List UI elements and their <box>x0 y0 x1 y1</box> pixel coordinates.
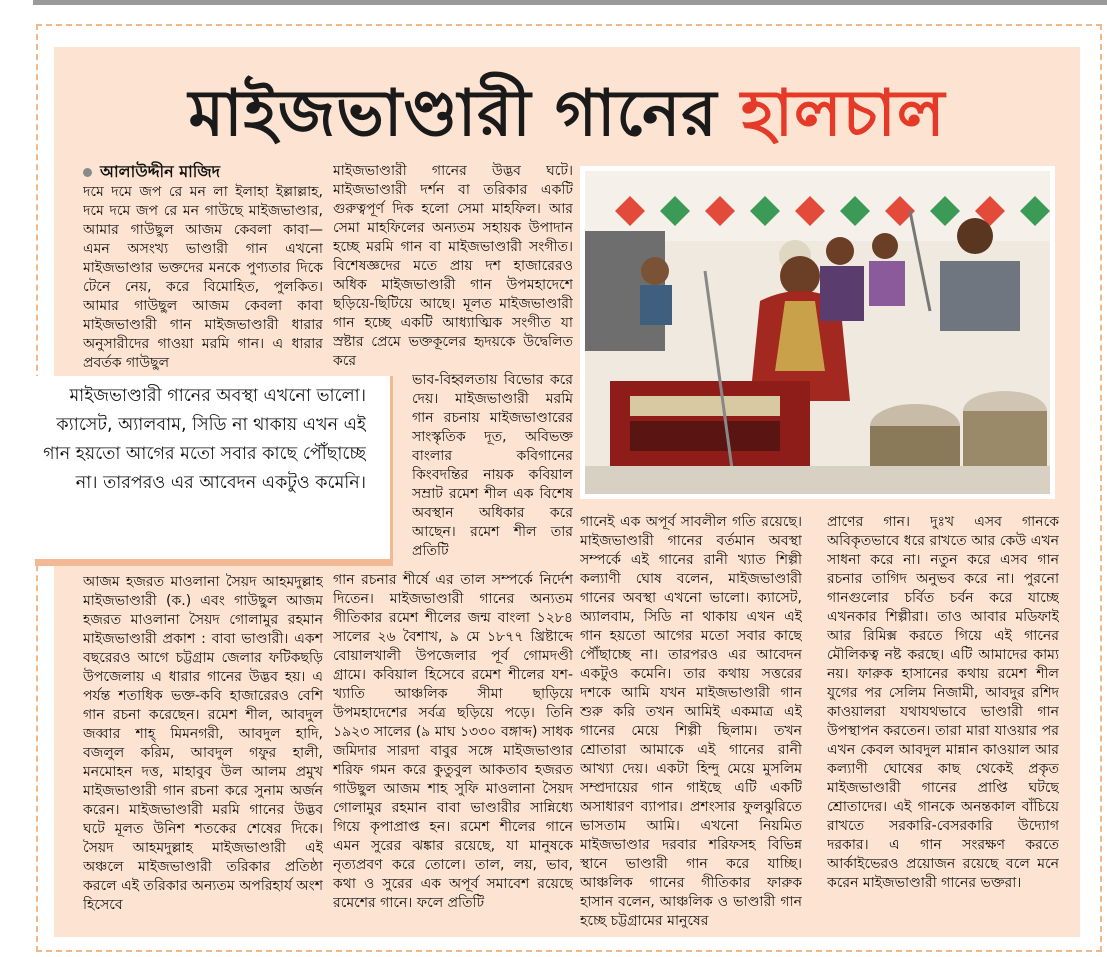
pull-quote: মাইজভাণ্ডারী গানের অবস্থা এখনো ভালো। ক্যাসেট, অ্যালবাম, সিডি না থাকায় এখন এই গান হয়তো আগের মতো সবার কাছে পৌঁছাচ্ছে না। তারপরও এর আবেদন একটুও কমেনি। <box>43 386 366 493</box>
author-name: আলাউদ্দীন মাজিদ <box>100 162 221 181</box>
column-2-middle: ভাব-বিহ্বলতায় বিভোর করে দেয়। মাইজভাণ্ডারী মরমি গান রচনায় মাইজভাণ্ডারের সাংস্কৃতিক দূত, অবিভক্ত বাংলার কবিগানের কিংবদন্তির নায়ক কবিয়াল সম্রাট রমেশ শীল এক বিশেষ অবস্থান অধিকার করে আছেন। রমেশ শীল তার প্রতিটি <box>412 372 573 559</box>
column-3: গানেই এক অপূর্ব সাবলীল গতি রয়েছে। মাইজভাণ্ডারী গানের বর্তমান অবস্থা সম্পর্কে এই গানের রানী খ্যাত শিল্পী কল্যাণী ঘোষ বলেন, মাইজভাণ্ডারী গানের অবস্থা এখনো ভালো। ক্যাসেট, অ্যালবাম, সিডি না থাকায় এখন এই গান হয়তো আগের মতো সবার কাছে পৌঁছাচ্ছে না। তারপরও এর আবেদন একটুও কমেনি। তার কথায় সত্তরের দশকে আমি যখন মাইজভাণ্ডারী গান শুরু করি তখন আমিই একমাত্র এই গানের মেয়ে শিল্পী ছিলাম। তখন শ্রোতারা আমাকে এই গানের রানী আখ্যা দেয়। একটা হিন্দু মেয়ে মুসলিম সম্প্রদায়ের গান গাইছে এটি একটি অসাধারণ ব্যাপার। প্রশংসার ফুলঝুরিতে ভাসতাম আমি। এখনো নিয়মিত মাইজভাণ্ডার দরবার শরিফসহ বিভিন্ন স্থানে ভাণ্ডারী গান করে যাচ্ছি। আঞ্চলিক গানের গীতিকার ফারুক হাসান বলেন, আঞ্চলিক ও ভাণ্ডারী গান হচ্ছে চট্টগ্রামের মানুষের <box>580 514 802 929</box>
bullet-icon <box>83 168 92 177</box>
column-4: প্রাণের গান। দুঃখ এসব গানকে অবিকৃতভাবে ধরে রাখতে আর কেউ এখন সাধনা করে না। নতুন করে এসব গান রচনার তাগিদ অনুভব করে না। পুরনো গানগুলোর চর্বিত চর্বন করে যাচ্ছে এখনকার শিল্পীরা। তাও আবার মডিফাই আর রিমিক্স করতে গিয়ে এই গানের মৌলিকত্ব নষ্ট করছে। এটি আমাদের কাম্য নয়। ফারুক হাসানের কথায় রমেশ শীল যুগের পর সেলিম নিজামী, আবদুর রশিদ কাওয়ালরা যথাযথভাবে ভাণ্ডারী গান উপস্থাপন করতেন। তারা মারা যাওয়ার পর এখন কেবল আবদুল মান্নান কাওয়াল আর কল্যাণী ঘোষের কাছ থেকেই প্রকৃত মাইজভাণ্ডারী গানের প্রাপ্তি ঘটছে শ্রোতাদের। এই গানকে অনন্তকাল বাঁচিয়ে রাখতে সরকারি-বেসরকারি উদ্যোগ দরকার। এ গান সংরক্ষণ করতে আর্কাইভেরও প্রয়োজন রয়েছে বলে মনে করেন মাইজভাণ্ডারী গানের ভক্তরা। <box>827 514 1059 891</box>
column-1-top: দমে দমে জপ রে মন লা ইলাহা ইল্লাল্লাহ, দমে দমে জপ রে মন গাউছে মাইজভাণ্ডার, আমার গাউছুল আজম কেবলা কাবা— এমন অসংখ্য ভাণ্ডারী গান এখনো মাইজভাণ্ডার ভক্তদের মনকে পুণ্যতার দিকে টেনে নেয়, করে বিমোহিত, পুলকিত। আমার গাউছুল আজম কেবলা কাবা মাইজভাণ্ডারী গান মাইজভাণ্ডারী ধারার অনুসারীদের গাওয়া মরমি গান। এ ধারার প্রবর্তক গাউছুল <box>83 184 323 371</box>
column-2-bottom: গান রচনার শীর্ষে এর তাল সম্পর্কে নির্দেশ দিতেন। মাইজভাণ্ডারী গানের অন্যতম গীতিকার রমেশ শীলের জন্ম বাংলা ১২৮৪ সালের ২৬ বৈশাখ, ৯ মে ১৮৭৭ খ্রিষ্টাব্দে বোয়ালখালী উপজেলার পূর্ব গোমদণ্ডী গ্রামে। কবিয়াল হিসেবে রমেশ শীলের যশ-খ্যাতি আঞ্চলিক সীমা ছাড়িয়ে উপমহাদেশের সর্বত্র ছড়িয়ে পড়ে। তিনি ১৯২৩ সালের (৯ মাঘ ১৩৩০ বঙ্গাব্দ) সাধক জমিদার সারদা বাবুর সঙ্গে মাইজভাণ্ডার শরিফ গমন করে কুতুবুল আকতাব হজরত গাউছুল আজম শাহ সুফি মাওলানা সৈয়দ গোলামুর রহমান বাবা ভাণ্ডারীর সান্নিধ্যে গিয়ে কৃপাপ্রাপ্ত হন। রমেশ শীলের গানে এমন সুরের ঝঙ্কার রয়েছে, যা মানুষকে নৃত্যপ্রবণ করে তোলে। তাল, লয়, ভাব, কথা ও সুরের এক অপূর্ব সমাবেশ রয়েছে রমেশের গানে। ফলে প্রতিটি <box>333 572 573 911</box>
headline-accent: হালচাল <box>740 77 946 151</box>
article-headline <box>54 68 1080 160</box>
musicians-performance-photo <box>580 166 1055 499</box>
byline <box>83 162 220 182</box>
column-1-bottom: আজম হজরত মাওলানা সৈয়দ আহমদুল্লাহ মাইজভাণ্ডারী (ক.) এবং গাউছুল আজম হজরত মাওলানা সৈয়দ গোলামুর রহমান মাইজভাণ্ডারী প্রকাশ : বাবা ভাণ্ডারী। একশ বছরেরও আগে চট্টগ্রাম জেলার ফটিকছড়ি উপজেলায় এ ধারার গানের উদ্ভব হয়। এ পর্যন্ত শতাধিক ভক্ত-কবি হাজারেরও বেশি গান রচনা করেছেন। রমেশ শীল, আবদুল জব্বার শাহ্ মিমনগরী, আবদুল হাদি, বজলুল করিম, আবদুল গফুর হালী, মনমোহন দত্ত, মাহাবুব উল আলম প্রমুখ মাইজভাণ্ডারী গান রচনা করে সুনাম অর্জন করেন। মাইজভাণ্ডারী মরমি গানের উদ্ভব ঘটে মূলত উনিশ শতকের শেষের দিকে। সৈয়দ আহমদুল্লাহ মাইজভাণ্ডারী এই অঞ্চলে মাইজভাণ্ডারী তরিকার প্রতিষ্ঠা করলে এই তরিকার অন্যতম অপরিহার্য অংশ হিসেবে <box>83 574 323 913</box>
headline-main: মাইজভাণ্ডারী গানের <box>188 77 718 151</box>
photo-illustration <box>585 171 1050 494</box>
top-rule <box>33 0 1107 5</box>
column-2-top: মাইজভাণ্ডারী গানের উদ্ভব ঘটে। মাইজভাণ্ডারী দর্শন বা তরিকার একটি গুরুত্বপূর্ণ দিক হলো সেমা মাহফিল। আর সেমা মাহফিলের অন্যতম সহায়ক উপাদান হচ্ছে মরমি গান বা মাইজভাণ্ডারী সংগীত। বিশেষজ্ঞদের মতে প্রায় দশ হাজারেরও অধিক মাইজভাণ্ডারী গান উপমহাদেশে ছড়িয়ে-ছিটিয়ে আছে। মূলত মাইজভাণ্ডারী গান হচ্ছে একটি আধ্যাত্মিক সংগীত যা স্রষ্টার প্রেমে ভক্তকূলের হৃদয়কে উদ্বেলিত করে <box>333 163 573 369</box>
